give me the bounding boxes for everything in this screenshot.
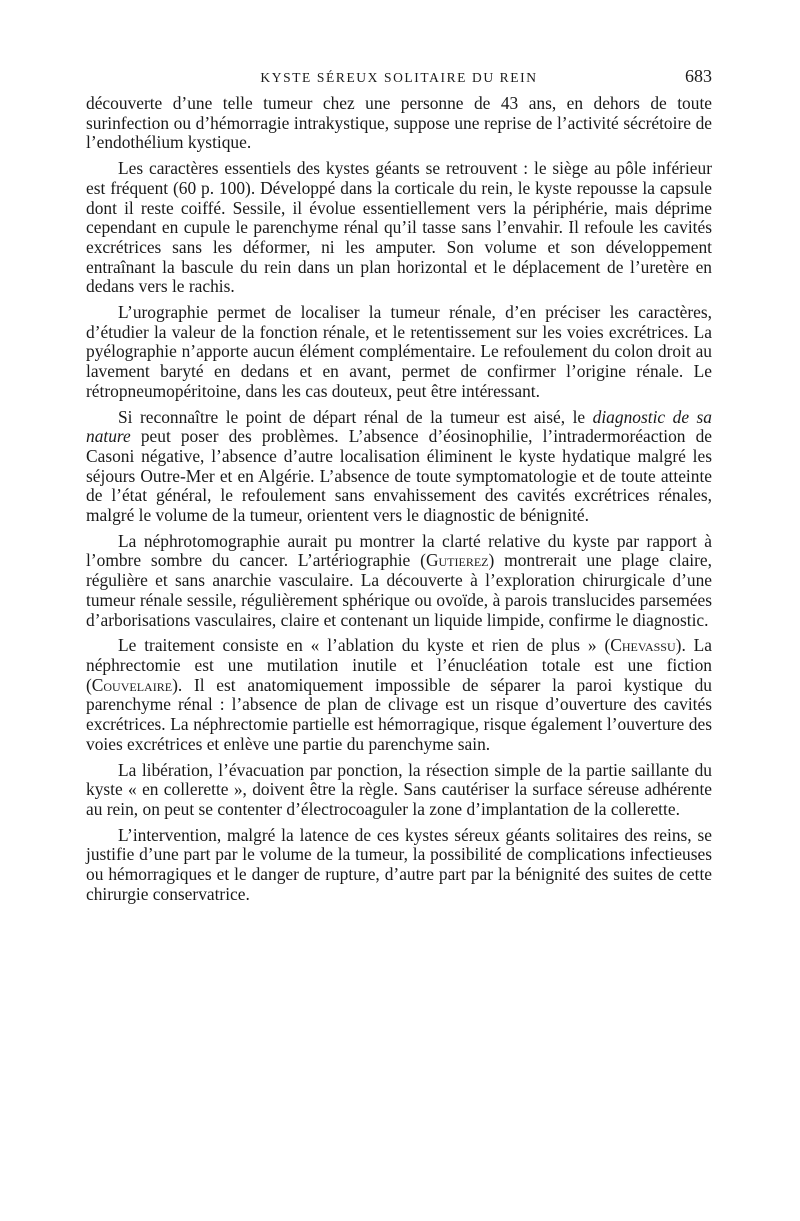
paragraph-5 <box>86 532 712 631</box>
paragraph-1: découverte d’une telle tumeur chez une personne de 43 ans, en dehors de toute surinfection ou d’hémorragie intrakystique, suppose une reprise de l’activité sécrétoire de l’endothélium kystique. <box>86 93 712 153</box>
paragraph-6-text-a: Le traitement consiste en « l’ablation du kyste et rien de plus » ( <box>118 635 611 656</box>
article-body <box>86 94 712 904</box>
paragraph-6 <box>86 636 712 754</box>
paragraph-5-text-a: La néphrotomographie aurait pu montrer la clarté relative du kyste par rapport à l’ombre sombre du cancer. L’artériographie ( <box>86 530 712 571</box>
paragraph-8: L’intervention, malgré la latence de ces kystes séreux géants solitaires des reins, se justifie d’une part par le volume de la tumeur, la possibilité de complications infectieuses ou hémorragiques et le danger de rupture, d’autre part par la bénignité des suites de cette chirurgie conservatrice. <box>86 824 712 904</box>
paragraph-5-text-b: ) montrerait une plage claire, régulière et sans anarchie vasculaire. La découverte à l’exploration chirurgicale d’une tumeur rénale sessile, régulièrement sphérique ou ovoïde, à parois translucides parsemées d’arborisations vasculaires, claire et contenant un liquide limpide, confirme le diagnostic. <box>86 550 712 630</box>
author-name-gutierez: Gutierez <box>425 550 489 571</box>
page-number: 683 <box>685 66 712 86</box>
running-title: KYSTE SÉREUX SOLITAIRE DU REIN <box>260 70 538 85</box>
italic-term-diagnostic: diagnostic de sa nature <box>86 406 712 447</box>
paragraph-7: La libération, l’évacuation par ponction, la résection simple de la partie saillante du kyste « en collerette », doivent être la règle. Sans cautériser la surface séreuse adhérente au rein, on peut se contenter d’électrocoaguler la zone d’implantation de la collerette. <box>86 759 712 819</box>
paragraph-6-text-b: ). La néphrectomie est une mutilation inutile et l’énucléation totale est une fiction ( <box>86 635 712 695</box>
paragraph-4-text-b: peut poser des problèmes. L’absence d’éosinophilie, l’intradermoréaction de Casoni négative, l’absence d’autre localisation éliminent le kyste hydatique malgré les séjours Outre-Mer et en Algérie. L’absence de toute symptomatologie et de toute atteinte de l’état général, le refoulement sans envahissement des cavités excrétrices rénales, malgré le volume de la tumeur, orientent vers le diagnostic de bénignité. <box>86 426 712 526</box>
paragraph-4 <box>86 408 712 526</box>
paragraph-2: Les caractères essentiels des kystes géants se retrouvent : le siège au pôle inférieur est fréquent (60 p. 100). Développé dans la corticale du rein, le kyste repousse la capsule dont il reste coiffé. Sessile, il évolue essentiellement vers la périphérie, mais déprime cependant en cupule le parenchyme rénal qu’il tasse sans l’envahir. Il refoule les cavités excrétrices sans les déformer, ni les amputer. Son volume et son développement entraînant la bascule du rein dans un plan horizontal et le déplacement de l’uretère en dedans vers le rachis. <box>86 158 712 297</box>
printed-page <box>86 64 712 910</box>
running-header <box>86 64 712 94</box>
paragraph-4-text-a: Si reconnaître le point de départ rénal de la tumeur est aisé, le <box>118 406 593 427</box>
paragraph-6-text-c: ). Il est anatomiquement impossible de séparer la paroi kystique du parenchyme rénal : l’absence de plan de clivage est un risque d’ouverture des cavités excrétrices. La néphrectomie partielle est hémorragique, risque également l’ouverture des voies excrétrices et enlève une partie du parenchyme sain. <box>86 674 712 754</box>
author-name-couvelaire: Couvelaire <box>91 674 173 695</box>
paragraph-3: L’urographie permet de localiser la tumeur rénale, d’en préciser les caractères, d’étudier la valeur de la fonction rénale, et le retentissement sur les voies excrétrices. La pyélographie n’apporte aucun élément complémentaire. Le refoulement du colon droit au lavement baryté en dedans et en avant, permet de confirmer l’origine rénale. Le rétropneumopéritoine, dans les cas douteux, peut être intéressant. <box>86 302 712 401</box>
author-name-chevassu: Chevassu <box>610 635 676 656</box>
